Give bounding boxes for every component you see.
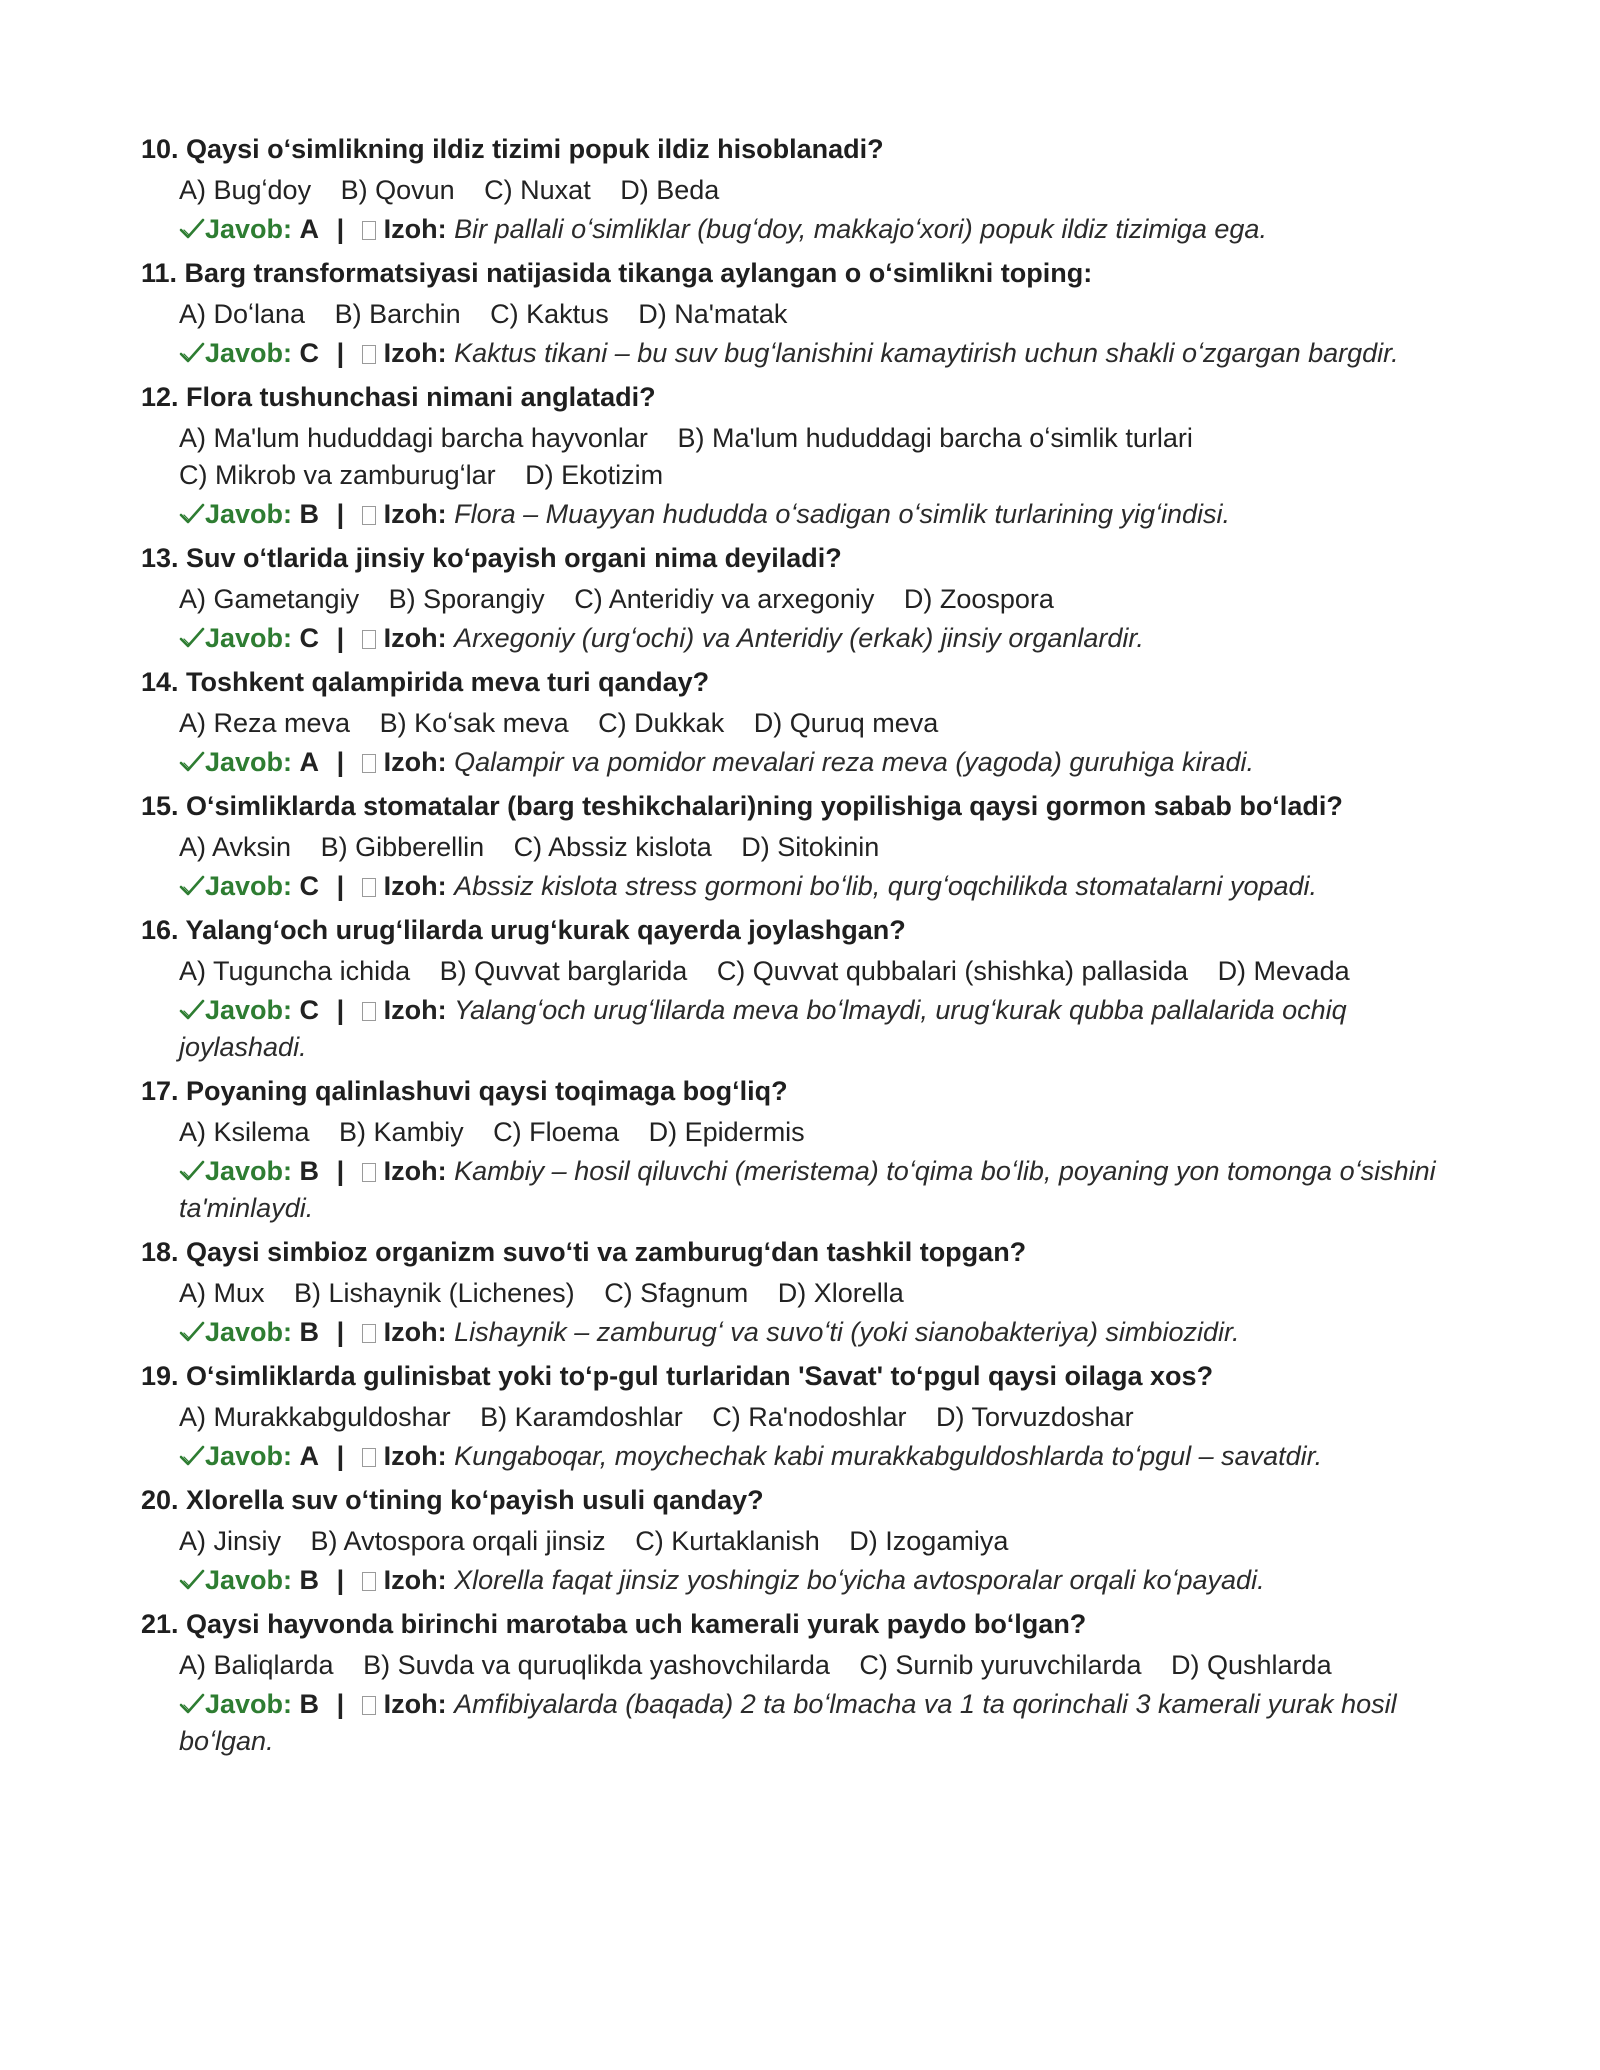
- question-title: 18. Qaysi simbioz organizm suvoʻti va zamburugʻdan tashkil topgan?: [141, 1237, 1027, 1267]
- placeholder-box-icon: [362, 221, 376, 240]
- answer-options: [179, 829, 1461, 866]
- answer-option: A) Avksin: [179, 832, 292, 862]
- question-block: [141, 789, 1461, 905]
- question-block: [141, 1074, 1461, 1227]
- check-icon: [179, 1568, 205, 1592]
- explanation-text: Qalampir va pomidor mevalari reza meva (yagoda) guruhiga kiradi.: [454, 747, 1254, 777]
- separator: |: [336, 747, 345, 777]
- question-title: 13. Suv oʻtlarida jinsiy koʻpayish organi nima deyiladi?: [141, 543, 842, 573]
- answer-label: Javob:: [205, 1156, 293, 1186]
- explanation-text: Amfibiyalarda (baqada) 2 ta boʻlmacha va 1 ta qorinchali 3 kamerali yurak hosil boʻlgan.: [179, 1689, 1397, 1756]
- answer-option: D) Torvuzdoshar: [936, 1402, 1134, 1432]
- question-title: 19. Oʻsimliklarda gulinisbat yoki toʻp-gul turlaridan 'Savat' toʻpgul qaysi oilaga xos?: [141, 1361, 1214, 1391]
- answer-option: C) Floema: [493, 1117, 620, 1147]
- quiz-page: [141, 132, 1461, 1768]
- placeholder-box-icon: [362, 1163, 376, 1182]
- question-title: 15. Oʻsimliklarda stomatalar (barg teshikchalari)ning yopilishiga qaysi gormon sabab boʻladi?: [141, 791, 1343, 821]
- question-block: [141, 913, 1461, 1066]
- correct-answer: C: [299, 871, 320, 901]
- answer-line: [179, 211, 1461, 248]
- answer-option: A) Ma'lum hududdagi barcha hayvonlar: [179, 423, 648, 453]
- answer-option: C) Sfagnum: [604, 1278, 749, 1308]
- separator: |: [336, 338, 345, 368]
- answer-option: A) Bugʻdoy: [179, 175, 312, 205]
- answer-option: B) Barchin: [334, 299, 461, 329]
- answer-options: [179, 1523, 1461, 1560]
- question-block: [141, 1483, 1461, 1599]
- question-title: 11. Barg transformatsiyasi natijasida tikanga aylangan o oʻsimlikni toping:: [141, 258, 1093, 288]
- explanation-text: Abssiz kislota stress gormoni boʻlib, qurgʻoqchilikda stomatalarni yopadi.: [454, 871, 1318, 901]
- placeholder-box-icon: [362, 878, 376, 897]
- placeholder-box-icon: [362, 1002, 376, 1021]
- question-title: 21. Qaysi hayvonda birinchi marotaba uch kamerali yurak paydo boʻlgan?: [141, 1609, 1087, 1639]
- answer-option: A) Jinsiy: [179, 1526, 282, 1556]
- explanation-text: Kungaboqar, moychechak kabi murakkabguldoshlarda toʻpgul – savatdir.: [454, 1441, 1323, 1471]
- answer-option: D) Izogamiya: [849, 1526, 1009, 1556]
- answer-options: [179, 953, 1461, 990]
- separator: |: [336, 623, 345, 653]
- answer-options: [179, 172, 1461, 209]
- answer-option: A) Reza meva: [179, 708, 351, 738]
- answer-option: A) Gametangiy: [179, 584, 360, 614]
- question-block: [141, 256, 1461, 372]
- explanation-label: Izoh:: [383, 1441, 447, 1471]
- answer-option: B) Gibberellin: [320, 832, 485, 862]
- answer-option: B) Quvvat barglarida: [439, 956, 688, 986]
- explanation-label: Izoh:: [383, 338, 447, 368]
- answer-label: Javob:: [205, 623, 293, 653]
- explanation-text: Bir pallali oʻsimliklar (bugʻdoy, makkajoʻxori) popuk ildiz tizimiga ega.: [454, 214, 1267, 244]
- correct-answer: B: [299, 499, 320, 529]
- answer-label: Javob:: [205, 338, 293, 368]
- answer-line: [179, 1686, 1461, 1760]
- question-title: 16. Yalangʻoch urugʻlilarda urugʻkurak qayerda joylashgan?: [141, 915, 906, 945]
- explanation-text: Kaktus tikani – bu suv bugʻlanishini kamaytirish uchun shakli oʻzgargan bargdir.: [454, 338, 1399, 368]
- explanation-text: Kambiy – hosil qiluvchi (meristema) toʻqima boʻlib, poyaning yon tomonga oʻsishini ta'minlaydi.: [179, 1156, 1436, 1223]
- correct-answer: B: [299, 1156, 320, 1186]
- answer-option: C) Quvvat qubbalari (shishka) pallasida: [716, 956, 1189, 986]
- answer-option: C) Anteridiy va arxegoniy: [574, 584, 875, 614]
- check-icon: [179, 750, 205, 774]
- correct-answer: B: [299, 1317, 320, 1347]
- placeholder-box-icon: [362, 1448, 376, 1467]
- question-block: [141, 1235, 1461, 1351]
- answer-options: [179, 581, 1461, 618]
- answer-line: [179, 1562, 1461, 1599]
- separator: |: [336, 1317, 345, 1347]
- question-block: [141, 1607, 1461, 1760]
- separator: |: [336, 1156, 345, 1186]
- explanation-label: Izoh:: [383, 871, 447, 901]
- answer-options: [179, 420, 1461, 494]
- answer-option: B) Qovun: [340, 175, 455, 205]
- explanation-label: Izoh:: [383, 747, 447, 777]
- question-title: 10. Qaysi oʻsimlikning ildiz tizimi popuk ildiz hisoblanadi?: [141, 134, 884, 164]
- answer-line: [179, 335, 1461, 372]
- check-icon: [179, 1444, 205, 1468]
- answer-options: [179, 1647, 1461, 1684]
- answer-line: [179, 496, 1461, 533]
- answer-option: B) Sporangiy: [388, 584, 545, 614]
- answer-line: [179, 1153, 1461, 1227]
- answer-option: C) Nuxat: [484, 175, 591, 205]
- answer-option: D) Mevada: [1217, 956, 1350, 986]
- answer-options: [179, 1114, 1461, 1151]
- separator: |: [336, 1689, 345, 1719]
- question-title: 14. Toshkent qalampirida meva turi qanday?: [141, 667, 710, 697]
- answer-option: C) Mikrob va zamburugʻlar: [179, 460, 496, 490]
- check-icon: [179, 1320, 205, 1344]
- answer-line: [179, 1314, 1461, 1351]
- placeholder-box-icon: [362, 630, 376, 649]
- correct-answer: A: [299, 1441, 320, 1471]
- explanation-text: Lishaynik – zamburugʻ va suvoʻti (yoki sianobakteriya) simbiozidir.: [454, 1317, 1240, 1347]
- answer-label: Javob:: [205, 1441, 293, 1471]
- answer-options: [179, 1275, 1461, 1312]
- answer-options: [179, 705, 1461, 742]
- answer-option: B) Suvda va quruqlikda yashovchilarda: [363, 1650, 830, 1680]
- correct-answer: C: [299, 338, 320, 368]
- answer-option: B) Koʻsak meva: [379, 708, 569, 738]
- answer-option: C) Kurtaklanish: [635, 1526, 820, 1556]
- answer-label: Javob:: [205, 871, 293, 901]
- correct-answer: A: [299, 214, 320, 244]
- answer-label: Javob:: [205, 995, 293, 1025]
- explanation-label: Izoh:: [383, 1689, 447, 1719]
- answer-option: A) Ksilema: [179, 1117, 310, 1147]
- answer-line: [179, 620, 1461, 657]
- question-block: [141, 665, 1461, 781]
- explanation-label: Izoh:: [383, 623, 447, 653]
- answer-option: A) Baliqlarda: [179, 1650, 334, 1680]
- answer-option: B) Kambiy: [339, 1117, 464, 1147]
- answer-option: B) Avtospora orqali jinsiz: [310, 1526, 606, 1556]
- explanation-label: Izoh:: [383, 214, 447, 244]
- answer-label: Javob:: [205, 214, 293, 244]
- placeholder-box-icon: [362, 506, 376, 525]
- answer-option: D) Ekotizim: [525, 460, 664, 490]
- separator: |: [336, 871, 345, 901]
- separator: |: [336, 499, 345, 529]
- answer-label: Javob:: [205, 1689, 293, 1719]
- placeholder-box-icon: [362, 1572, 376, 1591]
- explanation-label: Izoh:: [383, 499, 447, 529]
- check-icon: [179, 874, 205, 898]
- question-title: 20. Xlorella suv oʻtining koʻpayish usuli qanday?: [141, 1485, 764, 1515]
- check-icon: [179, 341, 205, 365]
- placeholder-box-icon: [362, 1324, 376, 1343]
- answer-option: C) Dukkak: [598, 708, 725, 738]
- question-block: [141, 541, 1461, 657]
- check-icon: [179, 502, 205, 526]
- answer-option: A) Doʻlana: [179, 299, 306, 329]
- answer-line: [179, 1438, 1461, 1475]
- correct-answer: A: [299, 747, 320, 777]
- answer-option: D) Qushlarda: [1171, 1650, 1332, 1680]
- placeholder-box-icon: [362, 345, 376, 364]
- explanation-text: Xlorella faqat jinsiz yoshingiz boʻyicha avtosporalar orqali koʻpayadi.: [454, 1565, 1265, 1595]
- explanation-text: Arxegoniy (urgʻochi) va Anteridiy (erkak) jinsiy organlardir.: [454, 623, 1144, 653]
- separator: |: [336, 1565, 345, 1595]
- answer-option: B) Karamdoshlar: [480, 1402, 683, 1432]
- question-block: [141, 1359, 1461, 1475]
- answer-option: D) Na'matak: [638, 299, 788, 329]
- answer-options: [179, 296, 1461, 333]
- explanation-text: Yalangʻoch urugʻlilarda meva boʻlmaydi, urugʻkurak qubba pallalarida ochiq joylashadi.: [179, 995, 1347, 1062]
- explanation-text: Flora – Muayyan hududda oʻsadigan oʻsimlik turlarining yigʻindisi.: [454, 499, 1231, 529]
- answer-option: A) Murakkabguldoshar: [179, 1402, 451, 1432]
- correct-answer: B: [299, 1689, 320, 1719]
- answer-option: A) Mux: [179, 1278, 265, 1308]
- placeholder-box-icon: [362, 754, 376, 773]
- answer-option: D) Beda: [620, 175, 720, 205]
- answer-option: B) Ma'lum hududdagi barcha oʻsimlik turlari: [677, 423, 1193, 453]
- answer-line: [179, 868, 1461, 905]
- answer-line: [179, 744, 1461, 781]
- answer-option: C) Abssiz kislota: [513, 832, 712, 862]
- explanation-label: Izoh:: [383, 1317, 447, 1347]
- explanation-label: Izoh:: [383, 1565, 447, 1595]
- answer-option: C) Kaktus: [490, 299, 609, 329]
- answer-option: A) Tuguncha ichida: [179, 956, 411, 986]
- placeholder-box-icon: [362, 1696, 376, 1715]
- answer-options: [179, 1399, 1461, 1436]
- question-block: [141, 132, 1461, 248]
- answer-option: B) Lishaynik (Lichenes): [294, 1278, 575, 1308]
- separator: |: [336, 214, 345, 244]
- explanation-label: Izoh:: [383, 995, 447, 1025]
- answer-option: D) Zoospora: [903, 584, 1054, 614]
- correct-answer: C: [299, 995, 320, 1025]
- answer-label: Javob:: [205, 1317, 293, 1347]
- answer-label: Javob:: [205, 499, 293, 529]
- answer-option: D) Xlorella: [777, 1278, 904, 1308]
- question-block: [141, 380, 1461, 533]
- question-title: 17. Poyaning qalinlashuvi qaysi toqimaga bogʻliq?: [141, 1076, 788, 1106]
- separator: |: [336, 995, 345, 1025]
- explanation-label: Izoh:: [383, 1156, 447, 1186]
- answer-option: C) Ra'nodoshlar: [712, 1402, 907, 1432]
- answer-option: C) Surnib yuruvchilarda: [859, 1650, 1142, 1680]
- check-icon: [179, 217, 205, 241]
- question-title: 12. Flora tushunchasi nimani anglatadi?: [141, 382, 656, 412]
- check-icon: [179, 1692, 205, 1716]
- answer-label: Javob:: [205, 1565, 293, 1595]
- answer-option: D) Quruq meva: [753, 708, 939, 738]
- separator: |: [336, 1441, 345, 1471]
- check-icon: [179, 1159, 205, 1183]
- check-icon: [179, 626, 205, 650]
- answer-label: Javob:: [205, 747, 293, 777]
- answer-option: D) Epidermis: [648, 1117, 805, 1147]
- answer-option: D) Sitokinin: [741, 832, 880, 862]
- check-icon: [179, 998, 205, 1022]
- correct-answer: C: [299, 623, 320, 653]
- correct-answer: B: [299, 1565, 320, 1595]
- answer-line: [179, 992, 1461, 1066]
